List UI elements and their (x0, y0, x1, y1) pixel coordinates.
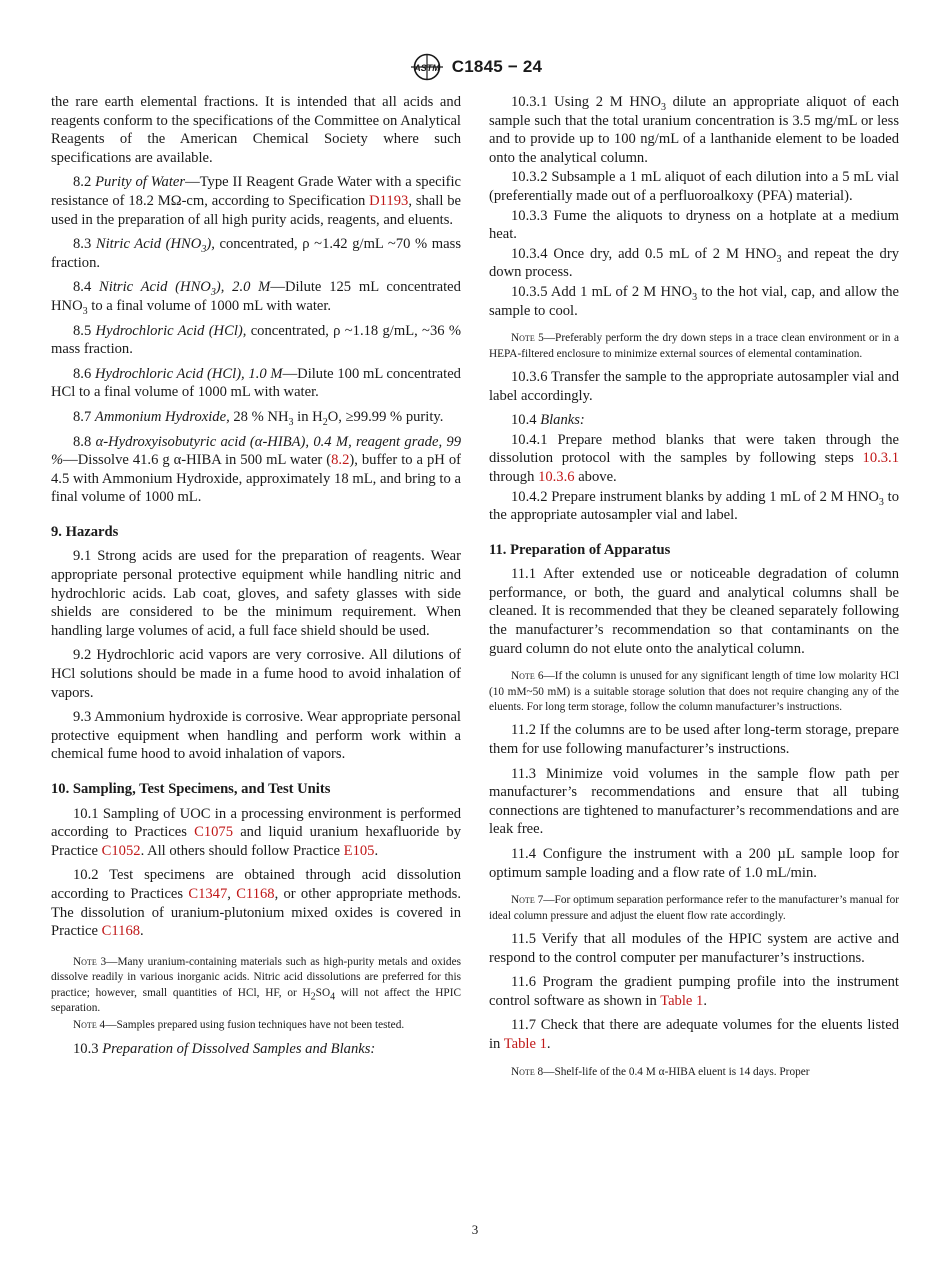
paragraph-10-3-6: 10.3.6 Transfer the sample to the appropriate autosampler vial and label accordingly. (489, 368, 899, 404)
note-6: Note 6—If the column is unused for any significant length of time low molarity HCl (10 mM~50 mM) is a suitable storage solution that does not require changing any of the eluents. For long term storage, follow the column manufacturer’s instructions. (489, 670, 899, 714)
paragraph-10-4: 10.4 Blanks: (511, 412, 585, 429)
right-column (489, 93, 899, 1080)
section-heading-9: 9. Hazards (51, 523, 119, 540)
left-column (51, 93, 461, 1058)
link-8-2[interactable]: 8.2 (331, 452, 350, 469)
link-table-1[interactable]: Table 1 (660, 992, 704, 1009)
paragraph-9-1: 9.1 Strong acids are used for the preparation of reagents. Wear appropriate personal protective equipment while handling nitric and hydrochloric acids. Lab coat, gloves, and safety glasses with side shields are considered to be the minimum requirement. When handling large volumes of acid, a full face shield should be used. (51, 548, 461, 639)
page-number: 3 (471, 1222, 479, 1237)
paragraph-11-2: 11.2 If the columns are to be used after long-term storage, prepare them for use following manufacturer’s instructions. (489, 722, 899, 758)
paragraph-10-3-2: 10.3.2 Subsample a 1 mL aliquot of each dilution into a 5 mL vial (preferentially made out of a perfluoroalkoxy (PFA) material). (489, 169, 899, 204)
link-e105[interactable]: E105 (343, 842, 375, 859)
paragraph-11-1: 11.1 After extended use or noticeable degradation of column performance, or both, the guard and analytical columns shall be cleaned. It is recommended that they be cleaned separately following the manufacturer’s recommendation so that contaminants on the guard column do not elute onto the analytical column. (489, 566, 899, 657)
note-8: Note 8—Shelf-life of the 0.4 M α-HIBA eluent is 14 days. Proper (511, 1065, 810, 1078)
paragraph-8-8: 8.8 α-Hydroxyisobutyric acid (α-HIBA), 0.4 M, reagent grade, 99 %—Dissolve 41.6 g α-HIBA in 500 mL water (8.2), buffer to a pH of 4.5 with Ammonium Hydroxide, approximately 18 mL, and bring to a final volume of 1000 mL. (51, 433, 461, 506)
paragraph-8-3: 8.3 Nitric Acid $(HNO_3)$, concentrated, ρ ~1.42 g/mL ~70 % mass fraction. (51, 236, 461, 271)
paragraph-8-4: 8.4 Nitric Acid $(HNO_3)$, 2.0 M—Dilute 125 mL concentrated $HNO_3$ to a final volume of 1000 mL with water. (51, 279, 461, 317)
paragraph-11-4: 11.4 Configure the instrument with a 200 µL sample loop for optimum sample loading and a flow rate of 1.0 mL/min. (489, 846, 899, 881)
link-c1052[interactable]: C1052 (101, 842, 141, 859)
paragraph-10-4-2: 10.4.2 Prepare instrument blanks by adding 1 mL of 2 M $HNO_3$ to the appropriate autosampler vial and label. (489, 488, 899, 524)
paragraph-10-3-1: 10.3.1 Using 2 M $HNO_3$ dilute an appropriate aliquot of each sample such that the total uranium concentration is 3.5 mg/mL or less and to provide up to 100 ng/mL of a lanthanide element to be loaded onto the analytical column. (489, 94, 899, 166)
paragraph-10-2: 10.2 Test specimens are obtained through acid dissolution according to Practices C1347, C1168, or other appropriate methods. The dissolution of uranium-plutonium mixed oxides is covered in Practice C1168. (51, 867, 461, 940)
paragraph-8-1-continued: the rare earth elemental fractions. It is intended that all acids and reagents conform to the specifications of the Committee on Analytical Reagents of the American Chemical Society where such specifications are available. (51, 94, 461, 166)
link-c1347[interactable]: C1347 (188, 885, 228, 902)
paragraph-10-3: 10.3 Preparation of Dissolved Samples and Blanks: (73, 1040, 376, 1057)
link-d1193[interactable]: D1193 (369, 192, 409, 209)
paragraph-8-7: 8.7 Ammonium Hydroxide, 28 % $NH_3$ in $H_2O$, ≥99.99 % purity. (73, 408, 444, 428)
note-3: Note 3—Many uranium-containing materials such as high-purity metals and oxides dissolve readily in various inorganic acids. Nitric acid dissolutions are preferred for this practice; however, small quantities of HCl, HF, or $H_2SO_4$ will not affect the HPIC separation. (51, 955, 462, 1014)
paragraph-8-6: 8.6 Hydrochloric Acid (HCl), 1.0 M—Dilute 100 mL concentrated HCl to a final volume of 1000 mL with water. (51, 365, 461, 401)
paragraph-10-4-1: 10.4.1 Prepare method blanks that were taken through the dissolution protocol with the samples by following steps 10.3.1 through 10.3.6 above. (489, 431, 899, 485)
link-table-1-2[interactable]: Table 1 (503, 1036, 547, 1052)
link-c1168[interactable]: C1168 (236, 885, 275, 902)
paragraph-8-2: 8.2 Purity of Water—Type II Reagent Grade Water with a specific resistance of 18.2 MΩ-cm, according to Specification D1193, shall be used in the preparation of all high purity acids, reagents, and eluents. (51, 174, 461, 228)
paragraph-9-2: 9.2 Hydrochloric acid vapors are very corrosive. All dilutions of HCl solutions should be made in a fume hood to avoid inhalation of vapors. (51, 647, 461, 701)
paragraph-11-6: 11.6 Program the gradient pumping profile into the instrument control software as shown in Table 1. (489, 974, 899, 1009)
paragraph-10-3-3: 10.3.3 Fume the aliquots to dryness on a hotplate at a medium heat. (489, 207, 899, 243)
paragraph-9-3: 9.3 Ammonium hydroxide is corrosive. Wear appropriate personal protective equipment when handling and perform work within a chemical fume hood to avoid inhalation of vapors. (51, 709, 461, 763)
svg-text:ASTM: ASTM (414, 63, 440, 73)
paragraph-11-5: 11.5 Verify that all modules of the HPIC system are active and respond to the control computer per manufacturer’s instructions. (489, 931, 899, 966)
paragraph-10-3-5: 10.3.5 Add 1 mL of 2 M $HNO_3$ to the hot vial, cap, and allow the sample to cool. (489, 283, 899, 319)
document-number: C1845 − 24 (451, 57, 543, 76)
note-4: Note 4—Samples prepared using fusion techniques have not been tested. (73, 1019, 405, 1032)
paragraph-11-3: 11.3 Minimize void volumes in the sample flow path per manufacturer’s recommendations and ensure that all tubing connections are tightened to manufacturer’s recommendations and are leak free. (489, 765, 899, 838)
link-c1168-2[interactable]: C1168 (101, 923, 141, 940)
note-7: Note 7—For optimum separation performance refer to the manufacturer’s manual for ideal column pressure and adjust the eluent flow rate accordingly. (489, 894, 899, 922)
section-heading-10: 10. Sampling, Test Specimens, and Test Units (51, 781, 331, 797)
section-heading-11: 11. Preparation of Apparatus (489, 541, 671, 558)
note-5: Note 5—Preferably perform the dry down steps in a trace clean environment or in a HEPA-filtered enclosure to minimize external sources of elemental contamination. (489, 332, 899, 360)
paragraph-10-1: 10.1 Sampling of UOC in a processing environment is performed according to Practices C1075 and liquid uranium hexafluoride by Practice C1052. All others should follow Practice E105. (51, 805, 461, 859)
paragraph-11-7: 11.7 Check that there are adequate volumes for the eluents listed in Table 1. (489, 1017, 899, 1052)
page-header (0, 52, 950, 82)
paragraph-10-3-4: 10.3.4 Once dry, add 0.5 mL of 2 M $HNO_3$ and repeat the dry down process. (489, 245, 899, 281)
paragraph-8-5: 8.5 Hydrochloric Acid (HCl), concentrated, ρ ~1.18 g/mL, ~36 % mass fraction. (51, 322, 461, 358)
astm-logo-icon (408, 53, 446, 81)
link-10-3-1[interactable]: 10.3.1 (862, 450, 899, 467)
link-10-3-6[interactable]: 10.3.6 (538, 468, 575, 485)
link-c1075[interactable]: C1075 (194, 824, 234, 841)
